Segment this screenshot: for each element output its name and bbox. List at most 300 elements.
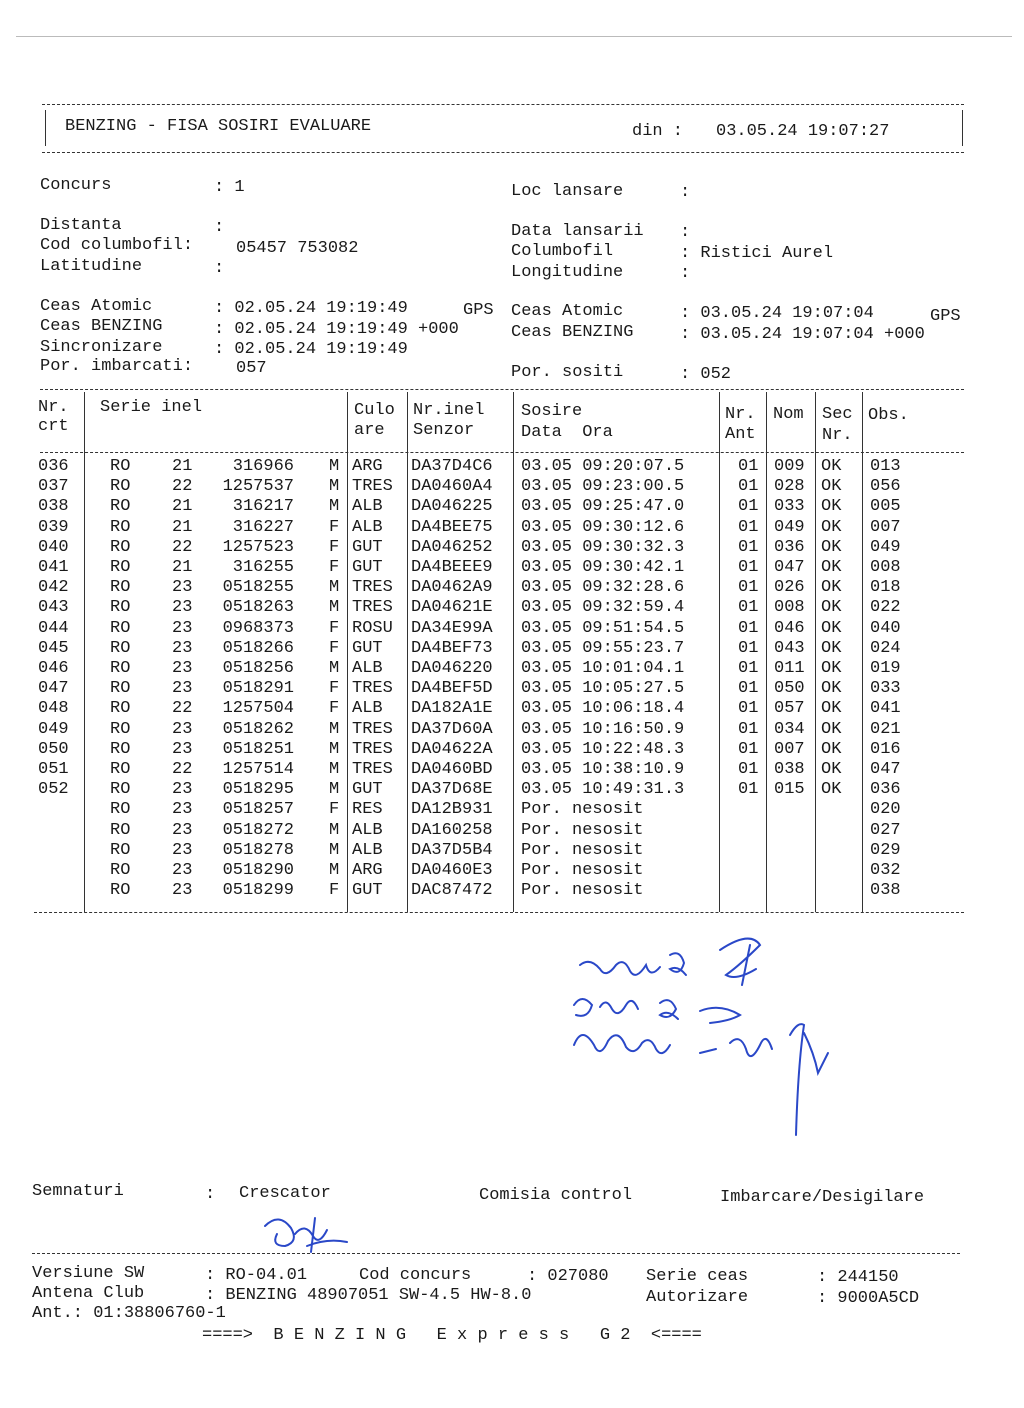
row-inel: 0518263 xyxy=(222,598,294,618)
header-data-ora: Data Ora xyxy=(521,423,613,442)
row-obs: 041 xyxy=(870,699,901,719)
row-senzor: DA37D68E xyxy=(411,780,493,800)
row-obs: 018 xyxy=(870,578,901,598)
sincronizare-label: Sincronizare xyxy=(40,338,163,357)
row-nom: 049 xyxy=(774,517,805,537)
row-ant: 01 xyxy=(738,598,759,618)
footer-rule xyxy=(32,1253,960,1254)
row-culoare: GUT xyxy=(352,638,383,658)
row-sosire: 03.05 10:22:48.3 xyxy=(521,739,685,759)
row-culoare: GUT xyxy=(352,881,383,901)
row-sosire: 03.05 09:55:23.7 xyxy=(521,638,685,658)
concurs-label: Concurs xyxy=(40,176,112,195)
row-an: 23 xyxy=(172,820,193,840)
ceas-atomic-right-value: : 03.05.24 19:07:04 xyxy=(680,304,874,323)
row-obs: 036 xyxy=(870,780,901,800)
row-senzor: DA0460E3 xyxy=(411,861,493,880)
header-left-border xyxy=(45,110,46,146)
row-an: 23 xyxy=(172,578,193,598)
row-an: 23 xyxy=(172,780,193,800)
row-inel: 316966 xyxy=(232,457,294,476)
cod-concurs-label: Cod concurs xyxy=(359,1266,472,1285)
header-nr-inel: Nr.inel xyxy=(413,401,485,420)
row-culoare: ROSU xyxy=(352,618,393,638)
row-sosire: 03.05 10:05:27.5 xyxy=(521,679,685,699)
table-bottom-rule xyxy=(34,912,964,913)
row-sec: OK xyxy=(821,719,842,739)
report-title: BENZING - FISA SOSIRI EVALUARE xyxy=(65,117,372,136)
row-ant: 01 xyxy=(738,679,759,699)
row-senzor: DAC87472 xyxy=(411,881,493,901)
row-inel: 0518257 xyxy=(222,800,294,820)
row-inel: 0518295 xyxy=(222,780,294,800)
columbofil-label: Columbofil xyxy=(511,242,614,261)
row-senzor: DA12B931 xyxy=(411,800,493,820)
row-sec: OK xyxy=(821,739,842,759)
row-culoare: ARG xyxy=(352,861,383,880)
row-an: 23 xyxy=(172,840,193,860)
table-row xyxy=(0,518,1024,538)
row-an: 22 xyxy=(172,760,193,779)
row-nr: 044 xyxy=(38,618,69,638)
row-tara: RO xyxy=(110,739,131,759)
ceas-atomic-right-source: GPS xyxy=(930,307,961,326)
row-sosire: 03.05 09:20:07.5 xyxy=(521,457,685,476)
ceas-benzing-right-label: Ceas BENZING xyxy=(511,323,634,342)
header-culoare-2: are xyxy=(354,421,385,440)
row-senzor: DA34E99A xyxy=(411,618,493,638)
row-culoare: TRES xyxy=(352,477,393,497)
row-nom: 047 xyxy=(774,558,805,577)
row-an: 23 xyxy=(172,659,193,678)
row-culoare: ALB xyxy=(352,699,383,719)
row-sec: OK xyxy=(821,558,842,577)
row-sosire: 03.05 09:30:12.6 xyxy=(521,517,685,537)
page-top-rule xyxy=(16,36,1012,37)
row-culoare: TRES xyxy=(352,679,393,699)
row-nr: 036 xyxy=(38,457,69,476)
row-ant: 01 xyxy=(738,739,759,759)
row-sosire: 03.05 10:38:10.9 xyxy=(521,760,685,779)
row-culoare: TRES xyxy=(352,739,393,759)
row-nom: 050 xyxy=(774,679,805,699)
row-ant: 01 xyxy=(738,780,759,800)
row-sex: F xyxy=(329,618,340,638)
row-an: 23 xyxy=(172,638,193,658)
row-tara: RO xyxy=(110,881,131,901)
row-culoare: ALB xyxy=(352,840,383,860)
imbarcati-label: Por. imbarcati: xyxy=(40,357,194,376)
row-nr: 046 xyxy=(38,659,69,678)
row-inel: 0518255 xyxy=(222,578,294,598)
row-sex: M xyxy=(329,861,340,880)
row-senzor: DA04622A xyxy=(411,739,493,759)
row-ant: 01 xyxy=(738,537,759,557)
signature-crescator-drawing xyxy=(255,1208,355,1258)
table-row xyxy=(0,861,1024,881)
row-ant: 01 xyxy=(738,558,759,577)
row-obs: 032 xyxy=(870,861,901,880)
row-inel: 316227 xyxy=(232,517,294,537)
autorizare-label: Autorizare xyxy=(646,1288,749,1307)
row-nom: 015 xyxy=(774,780,805,800)
row-ant: 01 xyxy=(738,477,759,497)
row-nom: 057 xyxy=(774,699,805,719)
latitudine-value: : xyxy=(214,259,225,278)
comisia-label: Comisia control xyxy=(479,1186,633,1205)
row-senzor: DA37D60A xyxy=(411,719,493,739)
row-sosire: 03.05 09:32:59.4 xyxy=(521,598,685,618)
row-ant: 01 xyxy=(738,497,759,517)
row-sosire: 03.05 09:25:47.0 xyxy=(521,497,685,517)
ceas-benzing-value: : 02.05.24 19:19:49 +000 xyxy=(214,320,459,339)
row-tara: RO xyxy=(110,780,131,800)
row-an: 21 xyxy=(172,497,193,517)
row-nr: 043 xyxy=(38,598,69,618)
row-sec: OK xyxy=(821,780,842,800)
ceas-benzing-right-value: : 03.05.24 19:07:04 +000 xyxy=(680,325,925,344)
row-tara: RO xyxy=(110,537,131,557)
ceas-atomic-value: : 02.05.24 19:19:49 xyxy=(214,299,408,318)
row-sosire: 03.05 10:49:31.3 xyxy=(521,780,685,800)
row-ant: 01 xyxy=(738,457,759,476)
row-sosire: 03.05 09:32:28.6 xyxy=(521,578,685,598)
row-culoare: RES xyxy=(352,800,383,820)
row-inel: 0518262 xyxy=(222,719,294,739)
row-culoare: GUT xyxy=(352,537,383,557)
table-row xyxy=(0,699,1024,719)
row-ant: 01 xyxy=(738,578,759,598)
row-obs: 021 xyxy=(870,719,901,739)
ceas-atomic-label: Ceas Atomic xyxy=(40,297,153,316)
row-nr: 047 xyxy=(38,679,69,699)
row-nom: 009 xyxy=(774,457,805,476)
row-obs: 007 xyxy=(870,517,901,537)
table-row xyxy=(0,780,1024,800)
table-row xyxy=(0,679,1024,699)
header-crt: crt xyxy=(38,417,69,436)
row-ant: 01 xyxy=(738,699,759,719)
row-tara: RO xyxy=(110,497,131,517)
row-sosire: Por. nesosit xyxy=(521,840,644,860)
row-senzor: DA046220 xyxy=(411,659,493,678)
table-row xyxy=(0,619,1024,639)
row-sosire: 03.05 10:16:50.9 xyxy=(521,719,685,739)
ant-line: Ant.: 01:38806760-1 xyxy=(32,1304,226,1323)
row-nom: 046 xyxy=(774,618,805,638)
row-inel: 0518291 xyxy=(222,679,294,699)
row-sec: OK xyxy=(821,760,842,779)
row-inel: 0518251 xyxy=(222,739,294,759)
row-senzor: DA37D5B4 xyxy=(411,840,493,860)
row-culoare: GUT xyxy=(352,780,383,800)
report-date-value: 03.05.24 19:07:27 xyxy=(716,122,890,141)
row-obs: 024 xyxy=(870,638,901,658)
row-inel: 0518272 xyxy=(222,820,294,840)
table-row xyxy=(0,720,1024,740)
row-inel: 1257514 xyxy=(222,760,294,779)
row-ant: 01 xyxy=(738,618,759,638)
row-nr: 039 xyxy=(38,517,69,537)
row-sec: OK xyxy=(821,537,842,557)
row-nom: 043 xyxy=(774,638,805,658)
row-nr: 049 xyxy=(38,719,69,739)
row-an: 23 xyxy=(172,679,193,699)
row-sex: M xyxy=(329,497,340,517)
row-tara: RO xyxy=(110,659,131,678)
row-sex: M xyxy=(329,840,340,860)
row-culoare: ARG xyxy=(352,457,383,476)
table-row xyxy=(0,558,1024,578)
row-sec: OK xyxy=(821,638,842,658)
header-culoare-1: Culo xyxy=(354,401,395,420)
table-row xyxy=(0,740,1024,760)
serie-ceas-value: : 244150 xyxy=(817,1268,899,1287)
table-row xyxy=(0,457,1024,477)
row-obs: 038 xyxy=(870,881,901,901)
header-nr-ant-1: Nr. xyxy=(725,405,756,424)
distanta-label: Distanta xyxy=(40,216,122,235)
row-obs: 049 xyxy=(870,537,901,557)
row-ant: 01 xyxy=(738,659,759,678)
row-nom: 011 xyxy=(774,659,805,678)
row-sex: M xyxy=(329,477,340,497)
row-sosire: 03.05 09:51:54.5 xyxy=(521,618,685,638)
row-culoare: TRES xyxy=(352,598,393,618)
row-culoare: ALB xyxy=(352,497,383,517)
report-date-label: din : xyxy=(632,122,684,141)
row-obs: 008 xyxy=(870,558,901,577)
row-senzor: DA046225 xyxy=(411,497,493,517)
serie-ceas-label: Serie ceas xyxy=(646,1267,749,1286)
table-row xyxy=(0,497,1024,517)
row-inel: 316255 xyxy=(232,558,294,577)
row-tara: RO xyxy=(110,760,131,779)
row-culoare: ALB xyxy=(352,517,383,537)
row-obs: 029 xyxy=(870,840,901,860)
row-senzor: DA37D4C6 xyxy=(411,457,493,476)
row-nr: 038 xyxy=(38,497,69,517)
row-inel: 0518266 xyxy=(222,638,294,658)
row-inel: 316217 xyxy=(232,497,294,517)
row-sex: M xyxy=(329,578,340,598)
row-sex: F xyxy=(329,517,340,537)
loc-lansare-label: Loc lansare xyxy=(511,182,624,201)
row-sec: OK xyxy=(821,477,842,497)
header-serie-inel: Serie inel xyxy=(100,398,203,417)
row-tara: RO xyxy=(110,638,131,658)
table-row xyxy=(0,841,1024,861)
header-senzor: Senzor xyxy=(413,421,475,440)
loc-lansare-value: : xyxy=(680,183,691,202)
row-sex: M xyxy=(329,457,340,476)
row-sex: F xyxy=(329,881,340,901)
row-inel: 0518290 xyxy=(222,861,294,880)
row-senzor: DA182A1E xyxy=(411,699,493,719)
row-nr: 051 xyxy=(38,760,69,779)
semnaturi-colon: : xyxy=(205,1185,216,1204)
row-inel: 1257504 xyxy=(222,699,294,719)
row-obs: 027 xyxy=(870,820,901,840)
row-nom: 036 xyxy=(774,537,805,557)
table-row xyxy=(0,578,1024,598)
row-sex: F xyxy=(329,537,340,557)
row-an: 23 xyxy=(172,719,193,739)
row-nom: 008 xyxy=(774,598,805,618)
row-sex: M xyxy=(329,659,340,678)
row-sec: OK xyxy=(821,598,842,618)
row-senzor: DA0460A4 xyxy=(411,477,493,497)
row-sex: F xyxy=(329,800,340,820)
row-tara: RO xyxy=(110,558,131,577)
row-inel: 0968373 xyxy=(222,618,294,638)
header-sec-1: Sec xyxy=(822,405,853,424)
row-tara: RO xyxy=(110,618,131,638)
row-sec: OK xyxy=(821,679,842,699)
cod-columbofil-value: 05457 753082 xyxy=(236,239,359,258)
row-tara: RO xyxy=(110,598,131,618)
header-nom: Nom xyxy=(773,405,804,424)
row-culoare: TRES xyxy=(352,578,393,598)
row-ant: 01 xyxy=(738,719,759,739)
row-culoare: ALB xyxy=(352,659,383,678)
row-inel: 0518299 xyxy=(222,881,294,901)
row-sex: M xyxy=(329,820,340,840)
row-obs: 005 xyxy=(870,497,901,517)
crescator-label: Crescator xyxy=(239,1184,331,1203)
row-tara: RO xyxy=(110,861,131,880)
row-tara: RO xyxy=(110,699,131,719)
row-sex: M xyxy=(329,719,340,739)
row-an: 21 xyxy=(172,558,193,577)
row-nom: 038 xyxy=(774,760,805,779)
table-row xyxy=(0,821,1024,841)
row-an: 22 xyxy=(172,477,193,497)
row-ant: 01 xyxy=(738,517,759,537)
header-bottom-border xyxy=(42,152,964,153)
row-sex: F xyxy=(329,558,340,577)
row-tara: RO xyxy=(110,679,131,699)
row-an: 23 xyxy=(172,598,193,618)
row-obs: 056 xyxy=(870,477,901,497)
row-tara: RO xyxy=(110,800,131,820)
row-nom: 007 xyxy=(774,739,805,759)
row-ant: 01 xyxy=(738,638,759,658)
row-sosire: 03.05 10:01:04.1 xyxy=(521,659,685,678)
row-nom: 034 xyxy=(774,719,805,739)
row-culoare: GUT xyxy=(352,558,383,577)
sositi-label: Por. sositi xyxy=(511,363,624,382)
row-tara: RO xyxy=(110,719,131,739)
sositi-value: : 052 xyxy=(680,365,732,384)
row-an: 23 xyxy=(172,800,193,820)
row-sosire: Por. nesosit xyxy=(521,820,644,840)
row-senzor: DA04621E xyxy=(411,598,493,618)
row-sosire: 03.05 09:30:42.1 xyxy=(521,558,685,577)
row-ant: 01 xyxy=(738,760,759,779)
imbarcare-label: Imbarcare/Desigilare xyxy=(720,1188,925,1207)
columbofil-value: : Ristici Aurel xyxy=(680,244,834,263)
row-sex: M xyxy=(329,780,340,800)
table-row xyxy=(0,477,1024,497)
row-obs: 022 xyxy=(870,598,901,618)
longitudine-label: Longitudine xyxy=(511,263,624,282)
row-sec: OK xyxy=(821,497,842,517)
row-senzor: DA0462A9 xyxy=(411,578,493,598)
row-sosire: 03.05 09:30:32.3 xyxy=(521,537,685,557)
header-top-border xyxy=(42,104,964,105)
row-senzor: DA046252 xyxy=(411,537,493,557)
row-senzor: DA0460BD xyxy=(411,760,493,779)
row-sex: M xyxy=(329,760,340,779)
row-sosire: 03.05 09:23:00.5 xyxy=(521,477,685,497)
table-row xyxy=(0,881,1024,901)
row-nr: 052 xyxy=(38,780,69,800)
row-sex: F xyxy=(329,679,340,699)
row-obs: 019 xyxy=(870,659,901,678)
row-senzor: DA160258 xyxy=(411,820,493,840)
header-right-border xyxy=(962,110,963,146)
row-sosire: Por. nesosit xyxy=(521,800,644,820)
row-inel: 1257537 xyxy=(222,477,294,497)
row-sec: OK xyxy=(821,578,842,598)
data-lansarii-value: : xyxy=(680,223,691,242)
table-row xyxy=(0,800,1024,820)
table-row xyxy=(0,760,1024,780)
row-senzor: DA4BEE75 xyxy=(411,517,493,537)
row-an: 22 xyxy=(172,699,193,719)
table-row xyxy=(0,659,1024,679)
signature-committee-drawing xyxy=(560,935,860,1145)
row-obs: 040 xyxy=(870,618,901,638)
row-culoare: ALB xyxy=(352,820,383,840)
row-sec: OK xyxy=(821,457,842,476)
header-obs: Obs. xyxy=(868,406,909,425)
header-sosire: Sosire xyxy=(521,402,583,421)
table-row xyxy=(0,598,1024,618)
row-tara: RO xyxy=(110,820,131,840)
table-row xyxy=(0,538,1024,558)
row-senzor: DA4BEEE9 xyxy=(411,558,493,577)
antena-label: Antena Club xyxy=(32,1284,145,1303)
row-obs: 047 xyxy=(870,760,901,779)
row-tara: RO xyxy=(110,578,131,598)
row-tara: RO xyxy=(110,477,131,497)
row-sex: M xyxy=(329,739,340,759)
imbarcati-value: 057 xyxy=(236,359,267,378)
row-nr: 045 xyxy=(38,638,69,658)
concurs-value: : 1 xyxy=(214,178,245,197)
row-obs: 033 xyxy=(870,679,901,699)
data-lansarii-label: Data lansarii xyxy=(511,222,644,241)
cod-concurs-value: : 027080 xyxy=(527,1267,609,1286)
ceas-atomic-source: GPS xyxy=(463,301,494,320)
longitudine-value: : xyxy=(680,264,691,283)
header-sec-2: Nr. xyxy=(822,426,853,445)
row-an: 23 xyxy=(172,739,193,759)
versiune-label: Versiune SW xyxy=(32,1264,145,1283)
express-banner: ====> B E N Z I N G E x p r e s s G 2 <==== xyxy=(202,1326,702,1345)
row-nom: 028 xyxy=(774,477,805,497)
row-an: 23 xyxy=(172,618,193,638)
antena-value: : BENZING 48907051 SW-4.5 HW-8.0 xyxy=(205,1286,532,1305)
row-an: 21 xyxy=(172,517,193,537)
table-header-rule xyxy=(40,452,964,453)
row-an: 23 xyxy=(172,861,193,880)
row-nr: 040 xyxy=(38,537,69,557)
table-row xyxy=(0,639,1024,659)
header-nr: Nr. xyxy=(38,398,69,417)
